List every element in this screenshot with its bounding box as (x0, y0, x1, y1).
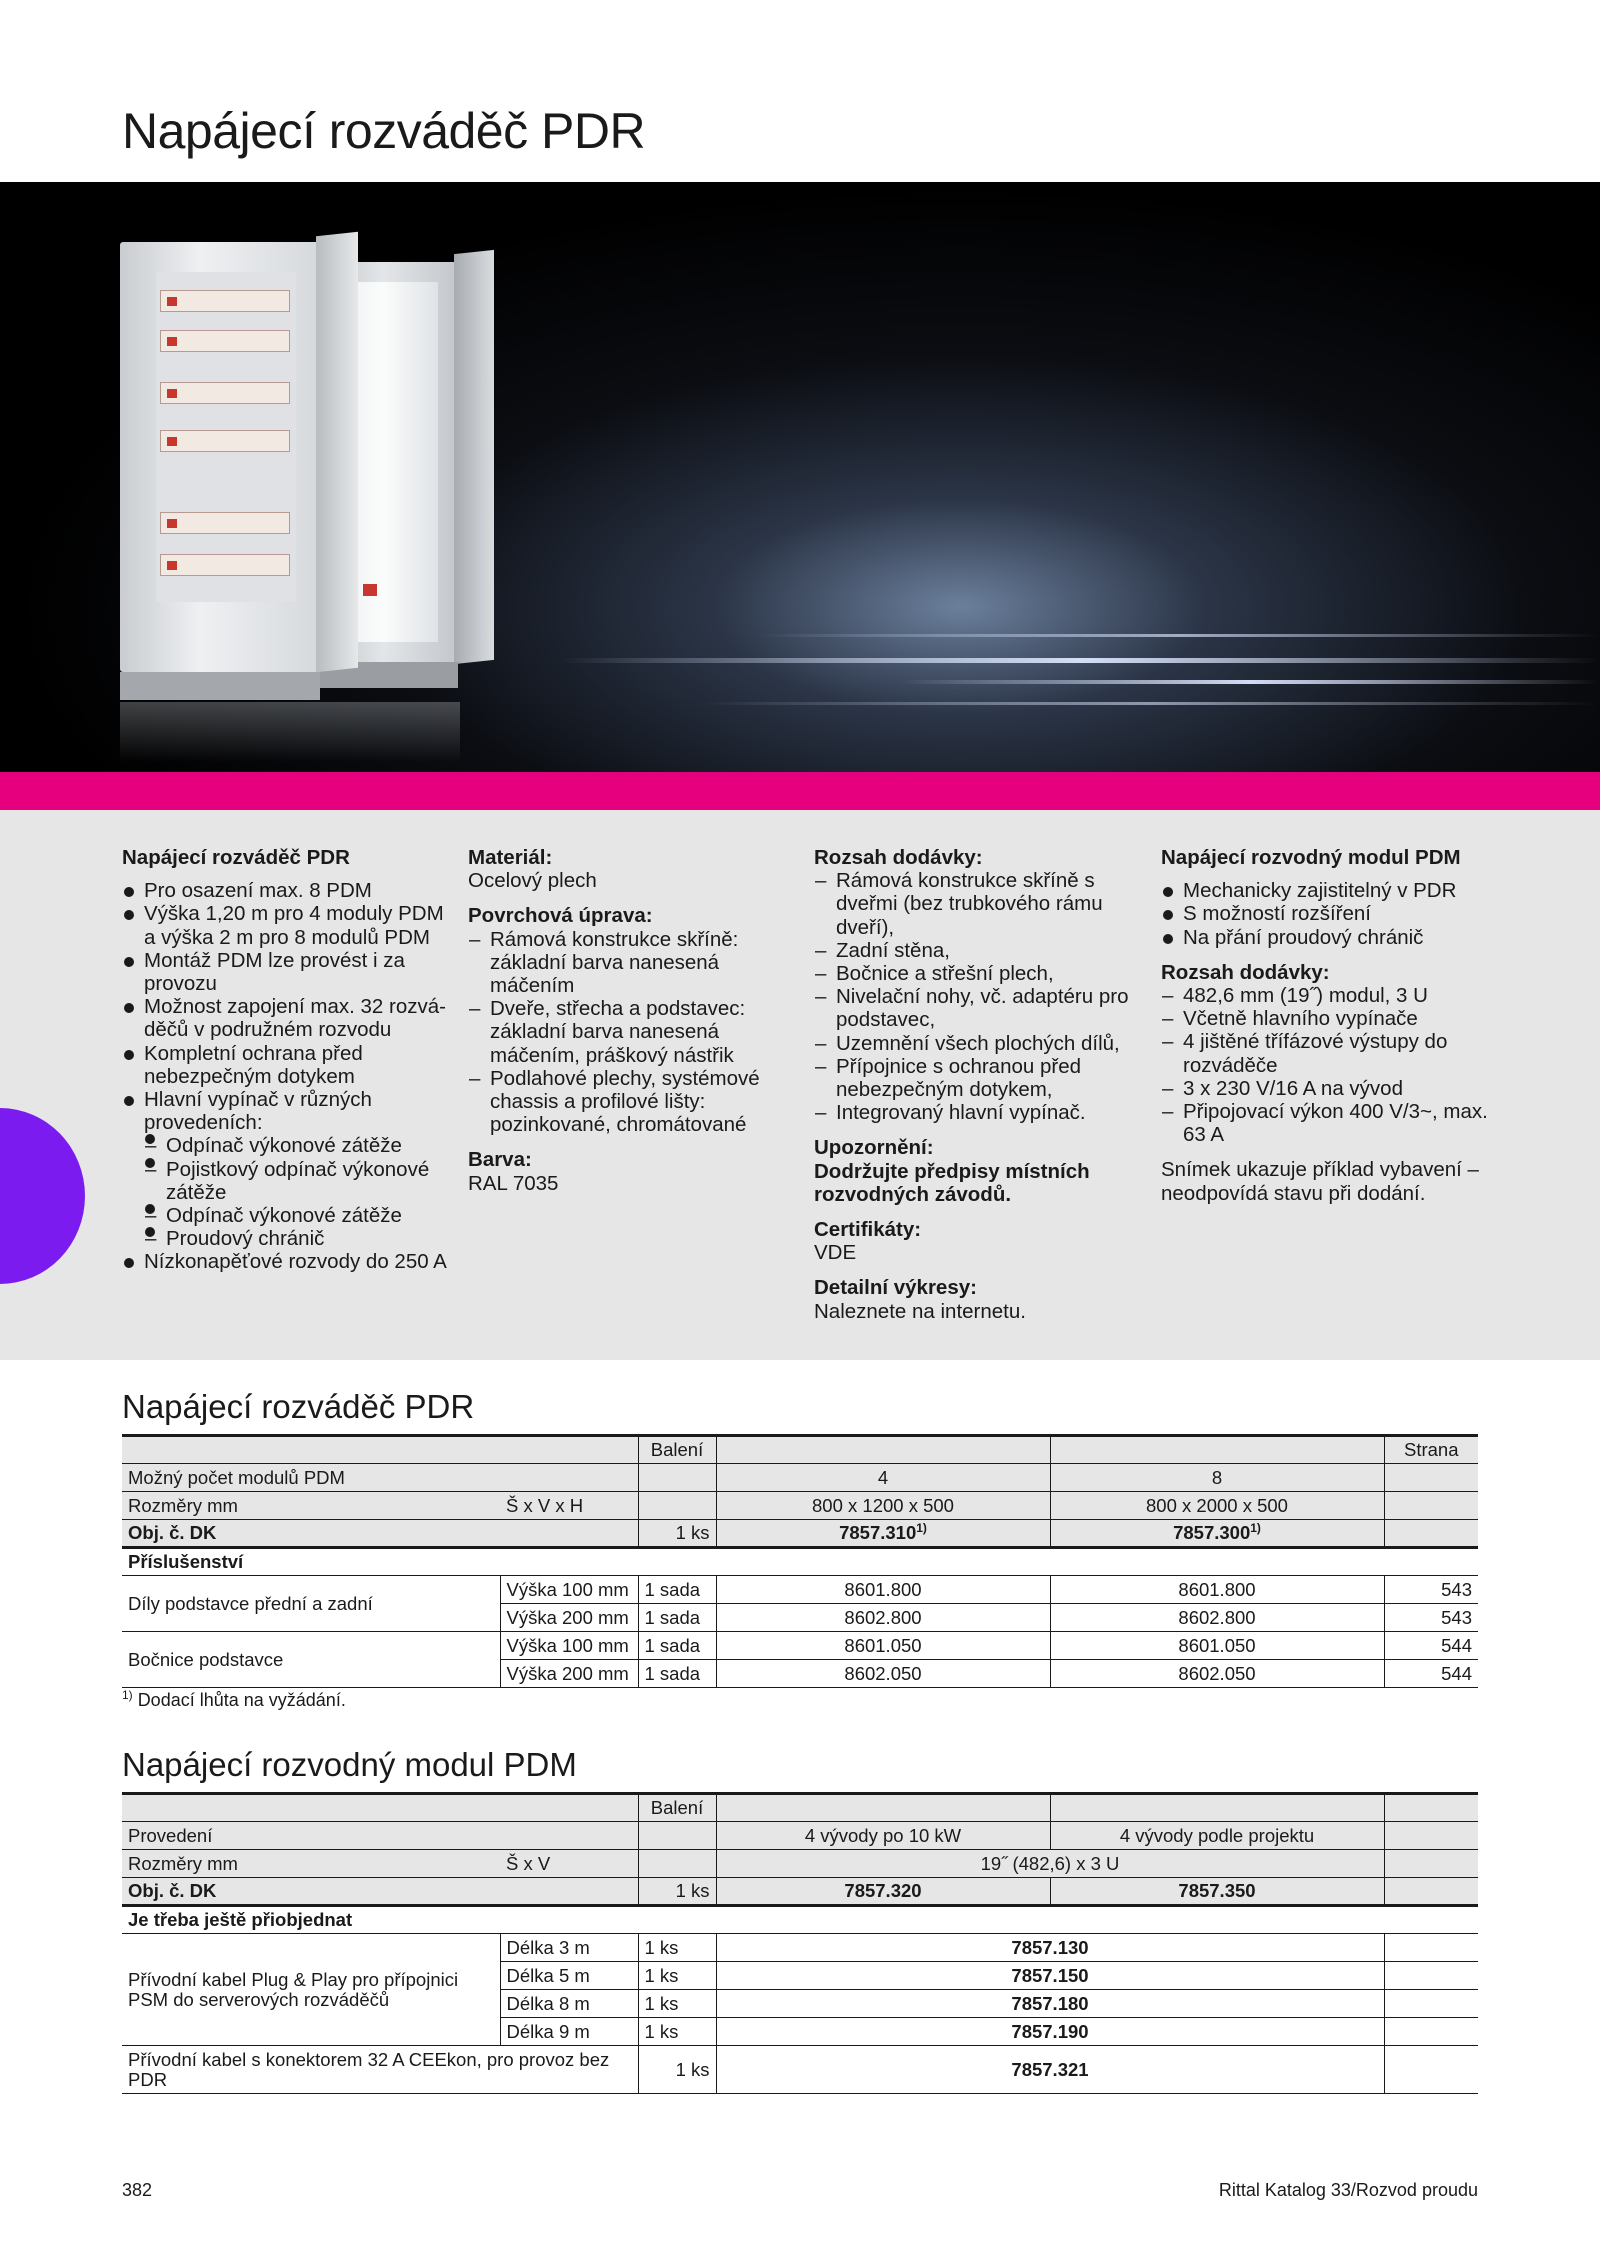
order-pack: 1 ks (638, 1878, 716, 1906)
dims-label: Rozměry mm (122, 1850, 500, 1878)
switch-option: – Odpínač výkonové zátěže (144, 1204, 452, 1227)
cable-number: 7857.190 (716, 2018, 1384, 2046)
accessory-number: 8602.050 (716, 1660, 1050, 1688)
order-pack: 1 ks (638, 1520, 716, 1548)
table-row (122, 1520, 1478, 1548)
accessory-number: 8601.800 (716, 1576, 1050, 1604)
accent-bar (0, 772, 1600, 810)
surface-item: – Podlahové plechy, systémové chassis a profilové lišty: pozinkované, chromátované (468, 1067, 788, 1137)
page-header: Strana (1384, 1436, 1478, 1464)
cable-group: Přívodní kabel Plug & Play pro přípojnici PSM do serverových rozváděčů (122, 1934, 500, 2046)
modules-label: Možný počet modulů PDM (122, 1464, 638, 1492)
accessory-number: 8602.800 (716, 1604, 1050, 1632)
feature-item: Výška 1,20 m pro 4 moduly PDM a výška 2 m pro 8 modulů PDM (122, 902, 452, 948)
pdm-scope-item: – 3 x 230 V/16 A na vývod (1161, 1077, 1491, 1100)
cable-number: 7857.150 (716, 1962, 1384, 1990)
pdm-scope-label: Rozsah dodávky: (1161, 960, 1330, 984)
cable-pack: 1 ks (638, 1934, 716, 1962)
scope-item: – Přípojnice s ochranou před nebezpečným dotykem, (814, 1055, 1136, 1101)
accessory-group: Díly podstavce přední a zadní (122, 1576, 500, 1632)
table-row (122, 1464, 1478, 1492)
scope-label: Rozsah dodávky: (814, 846, 983, 869)
footnote-ref: 1) (1250, 1520, 1261, 1535)
surface-item: – Dveře, střecha a podstavec: základní barva nanesená máčením, práškový nástřik (468, 997, 788, 1067)
accessory-number: 8601.050 (716, 1632, 1050, 1660)
table-row (122, 1576, 1478, 1604)
dims-unit: Š x V (500, 1850, 638, 1878)
modules-value-1: 4 (716, 1464, 1050, 1492)
table-header-row (122, 1436, 1478, 1464)
footnote-mark: 1) (122, 1688, 133, 1702)
pdr-table-title: Napájecí rozváděč PDR (122, 1388, 475, 1425)
cable-number: 7857.130 (716, 1934, 1384, 1962)
cable-pack: 1 ks (638, 1990, 716, 2018)
drawings-value: Naleznete na internetu. (814, 1299, 1026, 1323)
table-row (122, 1878, 1478, 1906)
page-number: 382 (122, 2180, 153, 2200)
photo-note: Snímek ukazuje příklad vybavení – neodpovídá stavu při dodání. (1161, 1158, 1479, 1205)
accessory-page: 543 (1384, 1604, 1478, 1632)
cable-pack: 1 ks (638, 2018, 716, 2046)
order-number-1: 7857.310 (839, 1522, 917, 1543)
cable-variant: Délka 8 m (500, 1990, 638, 2018)
scope-item: – Integrovaný hlavní vypínač. (814, 1101, 1136, 1124)
accessory-number: 8601.800 (1050, 1576, 1384, 1604)
pdm-scope-item: – 4 jištěné třífázové výstupy do rozváděče (1161, 1030, 1491, 1076)
switch-option: – Odpínač výkonové zátěže (144, 1134, 452, 1157)
color-label: Barva: (468, 1148, 532, 1172)
accessory-pack: 1 sada (638, 1576, 716, 1604)
pdm-table-title: Napájecí rozvodný modul PDM (122, 1746, 577, 1783)
pdm-heading: Napájecí rozvodný modul PDM (1161, 846, 1461, 869)
pdm-table (122, 1792, 1478, 2094)
table-row (122, 1850, 1478, 1878)
accessory-pack: 1 sada (638, 1632, 716, 1660)
cable-variant: Délka 3 m (500, 1934, 638, 1962)
order-number-2: 7857.300 (1173, 1522, 1251, 1543)
table-row (122, 1822, 1478, 1850)
version-label: Provedení (122, 1822, 638, 1850)
accessory-number: 8602.050 (1050, 1660, 1384, 1688)
table-row (122, 2046, 1478, 2094)
scope-item: – Uzemnění všech plochých dílů, (814, 1032, 1136, 1055)
switch-option: – Pojistkový odpínač výkonové zátěže (144, 1158, 452, 1204)
surface-label: Povrchová úprava: (468, 904, 653, 928)
accessory-variant: Výška 100 mm (500, 1576, 638, 1604)
material-value: Ocelový plech (468, 869, 597, 893)
cabinet-with-modules-icon (120, 242, 320, 672)
certificates-value: VDE (814, 1241, 857, 1265)
switch-option: – Proudový chránič (144, 1227, 452, 1250)
pdm-scope-item: – 482,6 mm (19˝) modul, 3 U (1161, 984, 1491, 1007)
feature-item: Montáž PDM lze provést i za provozu (122, 949, 452, 995)
feature-item: Kompletní ochrana před nebezpečným dotykem (122, 1042, 452, 1088)
surface-item: – Rámová konstrukce skříně: základní barva nanesená máčením (468, 928, 788, 998)
cable-variant: Délka 5 m (500, 1962, 638, 1990)
warning-label: Upozornění: (814, 1136, 934, 1160)
catalog-name: Rittal Katalog 33/Rozvod proudu (1218, 2180, 1478, 2200)
accessory-variant: Výška 200 mm (500, 1604, 638, 1632)
accessory-number: 8601.050 (1050, 1632, 1384, 1660)
accessory-variant: Výška 100 mm (500, 1632, 638, 1660)
accessory-group: Bočnice podstavce (122, 1632, 500, 1688)
pdm-feature: Na přání proudový chránič (1161, 926, 1491, 949)
table-header-row (122, 1794, 1478, 1822)
page-title: Napájecí rozváděč PDR (122, 103, 646, 159)
connector-number: 7857.321 (716, 2046, 1384, 2094)
scope-item: – Rámová konstrukce skříně s dveřmi (bez trubkového rámu dveří), (814, 869, 1136, 939)
feature-item: Pro osazení max. 8 PDM (122, 879, 452, 902)
version-value-1: 4 vývody po 10 kW (716, 1822, 1050, 1850)
certificates-label: Certifikáty: (814, 1218, 922, 1242)
cable-pack: 1 ks (638, 1962, 716, 1990)
pdm-feature: S možností rozšíření (1161, 902, 1491, 925)
material-label: Materiál: (468, 846, 553, 869)
color-value: RAL 7035 (468, 1171, 559, 1195)
pack-header: Balení (638, 1794, 716, 1822)
dims-unit: Š x V x H (500, 1492, 638, 1520)
table-row (122, 1934, 1478, 1962)
warning-text: Dodržujte předpisy místních rozvodných závodů. (814, 1159, 1090, 1206)
footnote-ref: 1) (916, 1520, 927, 1535)
scope-item: – Zadní stěna, (814, 939, 1136, 962)
table-row (122, 1548, 1478, 1576)
pdr-table (122, 1434, 1478, 1688)
drawings-label: Detailní výkresy: (814, 1276, 977, 1300)
table-row (122, 1906, 1478, 1934)
order-label: Obj. č. DK (122, 1878, 638, 1906)
dims-label: Rozměry mm (122, 1492, 500, 1520)
product-photo (0, 182, 1600, 772)
scope-item: – Nivelační nohy, vč. adaptéru pro podstavec, (814, 985, 1136, 1031)
order-number-1: 7857.320 (716, 1878, 1050, 1906)
accessory-number: 8602.800 (1050, 1604, 1384, 1632)
connector-pack: 1 ks (638, 2046, 716, 2094)
scope-column (814, 846, 1136, 1323)
version-value-2: 4 vývody podle projektu (1050, 1822, 1384, 1850)
accessories-label: Příslušenství (122, 1548, 1478, 1576)
accessory-pack: 1 sada (638, 1660, 716, 1688)
footnote-text: Dodací lhůta na vyžádání. (137, 1690, 346, 1710)
connector-cable-label: Přívodní kabel s konektorem 32 A CEEkon, pro provoz bez PDR (122, 2046, 638, 2094)
modules-value-2: 8 (1050, 1464, 1384, 1492)
feature-item: Nízkonapěťové rozvody do 250 A (122, 1250, 452, 1273)
accessory-page: 544 (1384, 1660, 1478, 1688)
pdm-scope-item: – Připojovací výkon 400 V/3~, max. 63 A (1161, 1100, 1491, 1146)
order-label: Obj. č. DK (122, 1520, 638, 1548)
accessory-pack: 1 sada (638, 1604, 716, 1632)
dims-value: 19˝ (482,6) x 3 U (716, 1850, 1384, 1878)
features-column (122, 846, 452, 1274)
features-heading: Napájecí rozváděč PDR (122, 846, 350, 869)
pdm-column (1161, 846, 1491, 1205)
pdm-feature: Mechanicky zajistitelný v PDR (1161, 879, 1491, 902)
cable-number: 7857.180 (716, 1990, 1384, 2018)
accessory-variant: Výška 200 mm (500, 1660, 638, 1688)
feature-item: Možnost zapojení max. 32 rozvá-děčů v podružném rozvodu (122, 995, 452, 1041)
order-also-label: Je třeba ještě přiobjednat (122, 1906, 1478, 1934)
scope-item: – Bočnice a střešní plech, (814, 962, 1136, 985)
accessory-page: 544 (1384, 1632, 1478, 1660)
accessory-page: 543 (1384, 1576, 1478, 1604)
order-number-2: 7857.350 (1050, 1878, 1384, 1906)
pdm-scope-item: – Včetně hlavního vypínače (1161, 1007, 1491, 1030)
dims-value-2: 800 x 2000 x 500 (1050, 1492, 1384, 1520)
table-row (122, 1492, 1478, 1520)
feature-item: Hlavní vypínač v různých provedeních: (122, 1088, 452, 1134)
dims-value-1: 800 x 1200 x 500 (716, 1492, 1050, 1520)
cable-variant: Délka 9 m (500, 2018, 638, 2046)
material-column (468, 846, 788, 1195)
feature-subitems (122, 1134, 452, 1250)
pack-header: Balení (638, 1436, 716, 1464)
table-row (122, 1632, 1478, 1660)
footnote (122, 1690, 346, 1711)
